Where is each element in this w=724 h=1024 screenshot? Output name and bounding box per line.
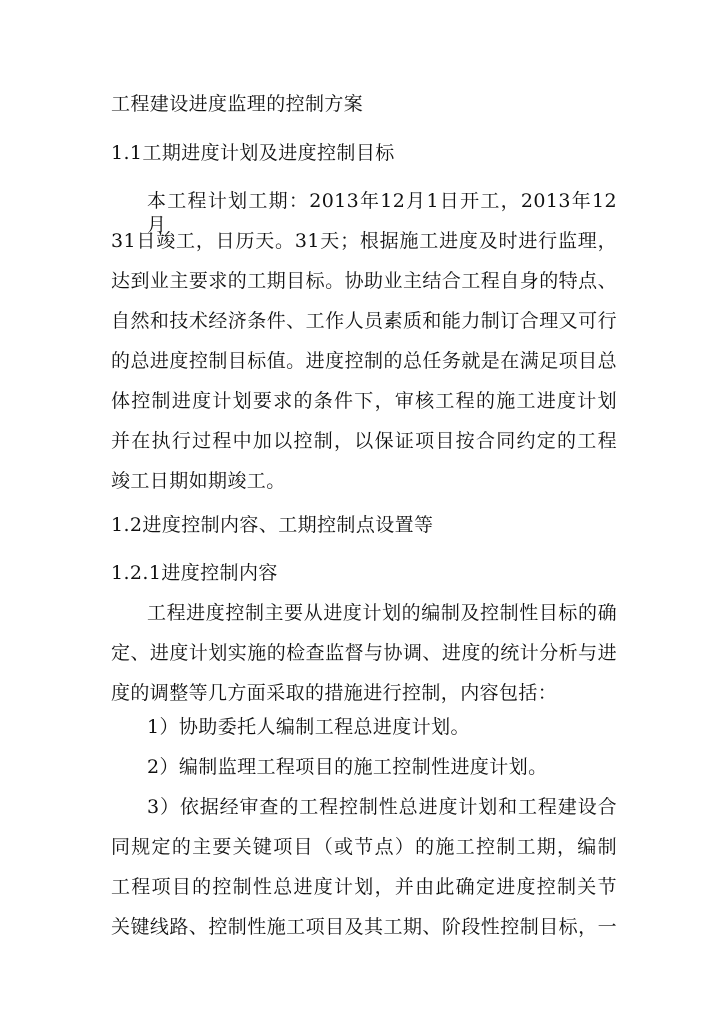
list-item-3-line: 工程项目的控制性总进度计划，并由此确定进度控制关节	[111, 876, 617, 898]
paragraph-line: 度的调整等几方面采取的措施进行控制，内容包括：	[111, 682, 558, 704]
list-item-3-line: 同规定的主要关键项目（或节点）的施工控制工期，编制	[111, 836, 617, 858]
list-item-1: 1）协助委托人编制工程总进度计划。	[147, 716, 470, 738]
section-heading-1-1: 1.1工期进度计划及进度控制目标	[111, 142, 395, 164]
document-title: 工程建设进度监理的控制方案	[111, 93, 364, 115]
paragraph-line: 本工程计划工期：2013年12月1日开工，2013年12月	[147, 190, 617, 236]
paragraph-line: 31日竣工，日历天。31天；根据施工进度及时进行监理，	[111, 230, 617, 252]
list-item-3-line: 关键线路、控制性施工项目及其工期、阶段性控制目标，一	[111, 916, 617, 938]
paragraph-line: 定、进度计划实施的检查监督与协调、进度的统计分析与进	[111, 642, 617, 664]
section-heading-1-2: 1.2进度控制内容、工期控制点设置等	[111, 514, 434, 536]
section-heading-1-2-1: 1.2.1进度控制内容	[111, 562, 278, 584]
paragraph-line: 自然和技术经济条件、工作人员素质和能力制订合理又可行	[111, 310, 617, 332]
paragraph-line: 并在执行过程中加以控制，以保证项目按合同约定的工程	[111, 430, 617, 452]
paragraph-line: 达到业主要求的工期目标。协助业主结合工程自身的特点、	[111, 270, 617, 292]
paragraph-line: 体控制进度计划要求的条件下，审核工程的施工进度计划	[111, 390, 617, 412]
paragraph-line: 的总进度控制目标值。进度控制的总任务就是在满足项目总	[111, 350, 617, 372]
paragraph-line: 竣工日期如期竣工。	[111, 470, 286, 492]
list-item-3-line: 3）依据经审查的工程控制性总进度计划和工程建设合	[147, 796, 617, 818]
paragraph-line: 工程进度控制主要从进度计划的编制及控制性目标的确	[147, 602, 617, 624]
list-item-2: 2）编制监理工程项目的施工控制性进度计划。	[147, 756, 548, 778]
